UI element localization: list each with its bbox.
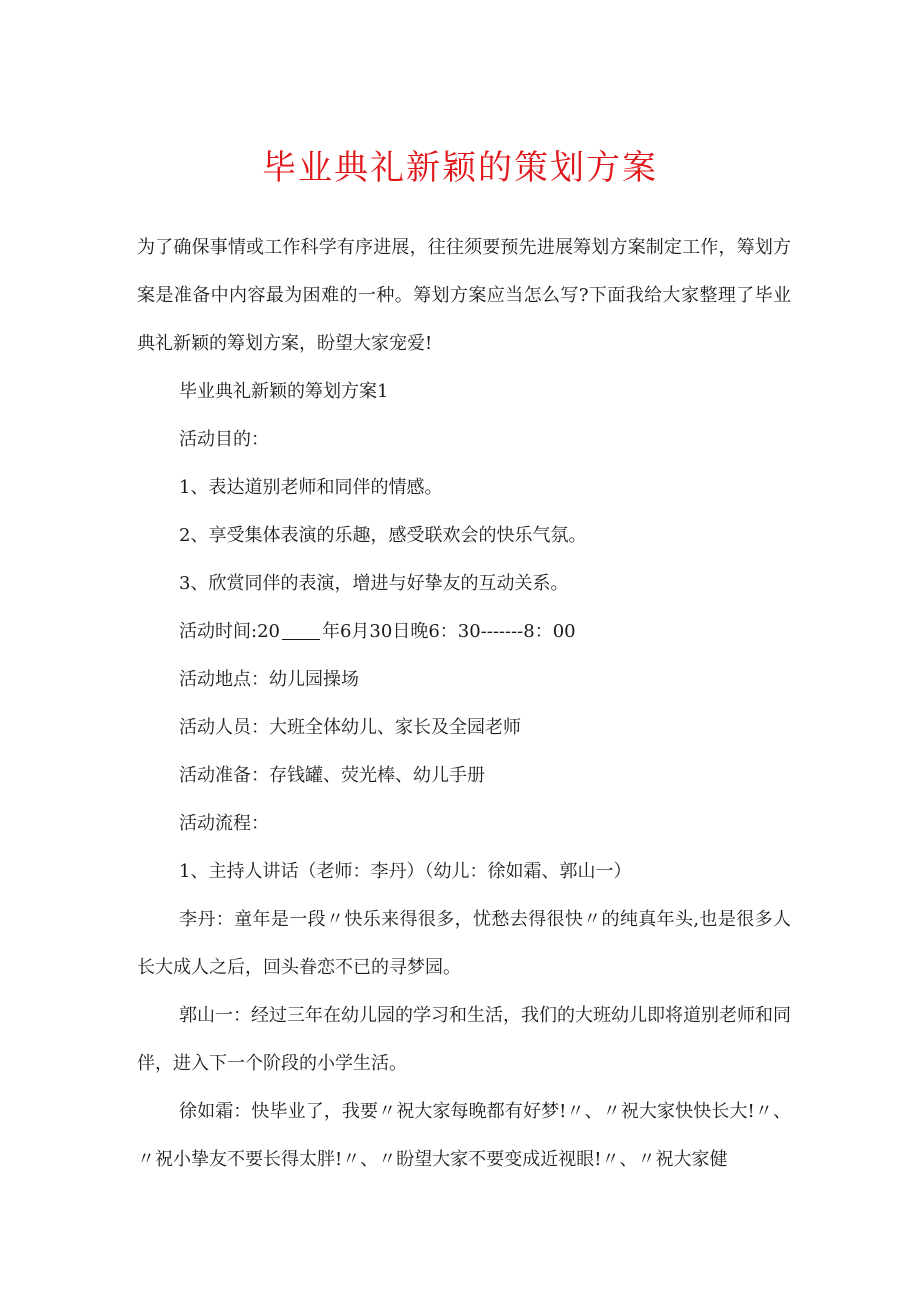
process-step: 1、主持人讲话（老师：李丹）（幼儿：徐如霜、郭山一） xyxy=(179,861,632,882)
intro-paragraph: 为了确保事情或工作科学有序进展，往往须要预先进展筹划方案制定工作，筹划方案是准备中内容最为困难的一种。筹划方案应当怎么写?下面我给大家整理了毕业典礼新颖的筹划方案，盼望大家宠爱! xyxy=(137,237,791,354)
goal-item: 2、享受集体表演的乐趣，感受联欢会的快乐气氛。 xyxy=(179,525,587,546)
speech-paragraph: 郭山一：经过三年在幼儿园的学习和生活，我们的大班幼儿即将道别老师和同伴，进入下一个阶段的小学生活。 xyxy=(137,1005,791,1074)
activity-location: 活动地点：幼儿园操场 xyxy=(179,669,359,690)
section-heading: 毕业典礼新颖的筹划方案1 xyxy=(179,381,389,402)
time-prefix: 活动时间:20 xyxy=(179,621,280,642)
goal-item: 1、表达道别老师和同伴的情感。 xyxy=(179,477,443,498)
time-suffix: 年6月30日晚6：30-------8：00 xyxy=(321,621,576,642)
goal-label: 活动目的： xyxy=(179,429,269,450)
speech-paragraph: 徐如霜：快毕业了，我要〃祝大家每晚都有好梦!〃、〃祝大家快快长大!〃、〃祝小挚友不要长得太胖!〃、〃盼望大家不要变成近视眼!〃、〃祝大家健 xyxy=(137,1101,791,1170)
goal-item: 3、欣赏同伴的表演，增进与好挚友的互动关系。 xyxy=(179,573,569,594)
activity-participants: 活动人员：大班全体幼儿、家长及全园老师 xyxy=(179,717,521,738)
blank-underline xyxy=(282,621,320,640)
activity-preparation: 活动准备：存钱罐、荧光棒、幼儿手册 xyxy=(179,765,485,786)
document-title: 毕业典礼新颖的策划方案 xyxy=(262,148,658,188)
speech-paragraph: 李丹：童年是一段〃快乐来得很多，忧愁去得很快〃的纯真年头,也是很多人长大成人之后，回头眷恋不已的寻梦园。 xyxy=(137,909,791,978)
activity-time xyxy=(137,608,791,656)
document-body xyxy=(137,224,791,1184)
process-label: 活动流程： xyxy=(179,813,269,834)
